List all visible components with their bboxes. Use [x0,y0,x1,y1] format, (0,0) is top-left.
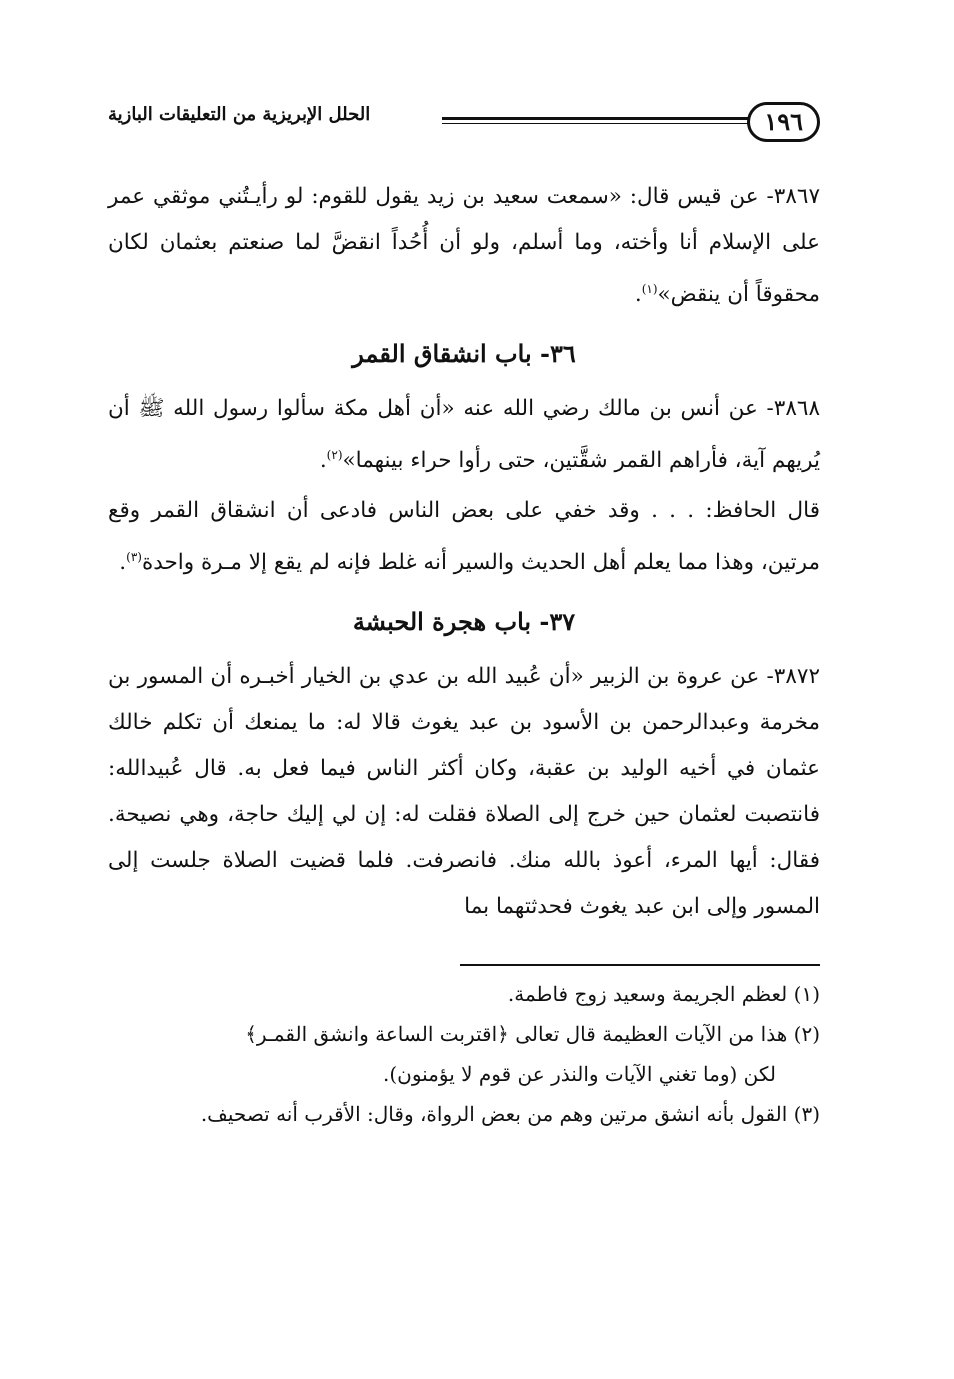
hafiz-commentary-end: . [119,550,127,576]
footnote-2: (٢) هذا من الآيات العظيمة قال تعالى ﴿اقتربت الساعة وانشق القمـر﴾ [245,1022,820,1047]
page-header [108,100,820,156]
hadith-3868-end: . [319,448,327,474]
hadith-3867 [108,174,820,318]
footnote-2-continued: لكن (وما تغني الآيات والنذر عن قوم لا يؤمنون). [382,1062,776,1087]
running-title: الحلل الإبريزية من التعليقات البازية [108,104,371,125]
footnote-ref-1: (١) [641,282,658,296]
hadith-3868-text: ٣٨٦٨- عن أنس بن مالك رضي الله عنه «أن أهل مكة سألوا رسول الله ﷺ أن يُريهم آية، فأراهم القمر شقَّتين، حتى رأوا حراء بينهما» [108,396,820,474]
hadith-3868 [108,386,820,484]
hafiz-commentary [108,488,820,586]
page-number: ١٩٦ [747,102,820,142]
main-text [108,174,820,930]
footnotes [108,974,820,1134]
hadith-3872: ٣٨٧٢- عن عروة بن الزبير «أن عُبيد الله بن عدي بن الخيار أخبـره أن المسور بن مخرمة وعبدالرحمن بن الأسود بن عبد يغوث قالا له: ما يمنعك أن تكلم خالك عثمان في أخيه الوليد بن عقبة، وكان أكثر الناس فيما فعل به. قال عُبيدالله: فانتصبت لعثمان حين خرج إلى الصلاة فقلت له: إن لي إليك حاجة، وهي نصيحة. فقال: أيها المرء، أعوذ بالله منك. فانصرفت. فلما قضيت الصلاة جلست إلى المسور وإلى ابن عبد يغوث فحدثتهما بما [108,664,820,920]
header-rule [442,117,760,124]
hadith-3867-text: ٣٨٦٧- عن قيس قال: «سمعت سعيد بن زيد يقول للقوم: لو رأيـتُني موثقي عمر على الإسلام أنا وأخته، وما أسلم، ولو أن أُحُداً انقضَّ لما صنعتم بعثمان لكان محقوقاً أن ينقض» [108,184,820,308]
footnote-ref-2: (٢) [326,448,343,463]
chapter-heading-36: ٣٦- باب انشقاق القمر [352,339,576,369]
footnote-3: (٣) القول بأنه انشق مرتين وهم من بعض الرواة، وقال: الأقرب أنه تصحيف. [200,1102,820,1127]
footnote-ref-3: (٣) [126,550,142,565]
hadith-3867-end: . [634,282,642,308]
footnote-rule [460,964,820,966]
hafiz-commentary-text: قال الحافظ: . . . وقد خفي على بعض الناس فادعى أن انشقاق القمر وقع مرتين، وهذا مما يعلم أهل الحديث والسير أنه غلط فإنه لم يقع إلا مـرة واحدة [108,498,820,576]
footnote-1: (١) لعظم الجريمة وسعيد زوج فاطمة. [507,982,820,1007]
book-page [108,100,820,1134]
chapter-heading-37: ٣٧- باب هجرة الحبشة [352,607,576,637]
